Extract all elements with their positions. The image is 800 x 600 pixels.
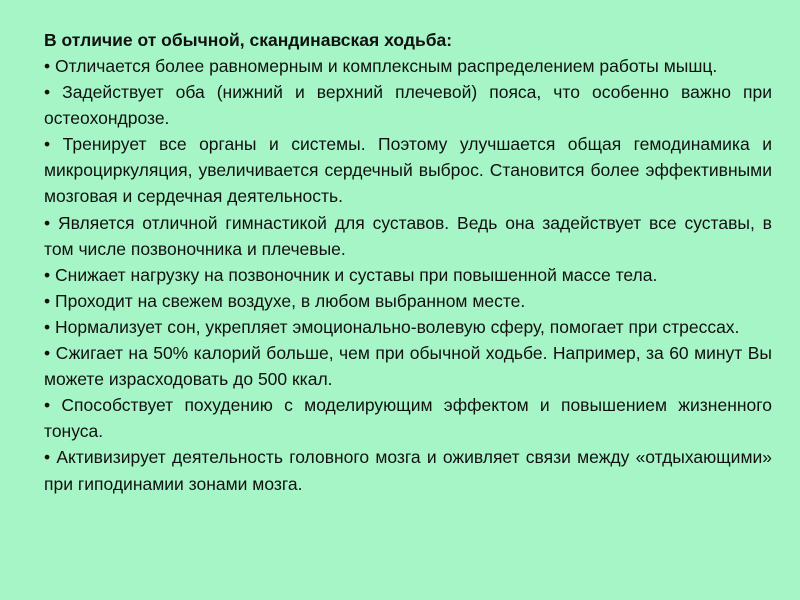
bullet-mark: • xyxy=(44,447,51,468)
slide-title: В отличие от обычной, скандинавская ходьба: xyxy=(44,30,453,50)
bullet-text: Отличается более равномерным и комплексным распределением работы мышц. xyxy=(55,56,718,76)
bullet-text: Задействует оба (нижний и верхний плечевой) пояса, что особенно важно при остеохондрозе. xyxy=(44,82,772,129)
bullet-item xyxy=(44,53,772,79)
bullet-text: Активизирует деятельность головного мозга и оживляет связи между «отдыхающими» при гиподинамии зонами мозга. xyxy=(44,447,773,494)
bullet-item xyxy=(44,79,772,131)
bullet-text: Снижает нагрузку на позвоночник и суставы при повышенной массе тела. xyxy=(55,264,658,285)
bullet-mark: • xyxy=(44,56,51,76)
bullet-text: Сжигает на 50% калорий больше, чем при обычной ходьбе. Например, за 60 минут Вы можете израсходовать до 500 ккал. xyxy=(44,343,772,390)
bullet-text: Тренирует все органы и системы. Поэтому улучшается общая гемодинамика и микроциркуляция, увеличивается сердечный выброс. Становится более эффективными мозговая и сердечная деятельность. xyxy=(44,134,772,207)
bullet-item xyxy=(44,444,772,496)
bullet-item xyxy=(44,340,772,392)
bullet-mark: • xyxy=(44,395,51,416)
bullet-text: Является отличной гимнастикой для суставов. Ведь она задействует все суставы, в том числе позвоночника и плечевые. xyxy=(44,212,772,259)
bullet-text: Способствует похудению с моделирующим эффектом и повышением жизненного тонуса. xyxy=(44,395,772,442)
bullet-mark: • xyxy=(44,212,51,233)
bullet-text: Проходит на свежем воздухе, в любом выбранном месте. xyxy=(55,290,526,311)
bullet-item xyxy=(44,392,772,444)
bullet-item xyxy=(44,262,772,288)
bullet-list xyxy=(44,53,772,497)
bullet-text: Нормализует сон, укрепляет эмоционально-волевую сферу, помогает при стрессах. xyxy=(55,316,740,337)
bullet-item xyxy=(44,131,772,209)
bullet-mark: • xyxy=(44,134,51,155)
bullet-item xyxy=(44,288,772,314)
bullet-mark: • xyxy=(44,264,51,285)
bullet-item xyxy=(44,314,772,340)
bullet-mark: • xyxy=(44,290,51,311)
bullet-mark: • xyxy=(44,82,51,103)
bullet-mark: • xyxy=(44,343,51,364)
bullet-mark: • xyxy=(44,316,51,337)
bullet-item xyxy=(44,210,772,262)
